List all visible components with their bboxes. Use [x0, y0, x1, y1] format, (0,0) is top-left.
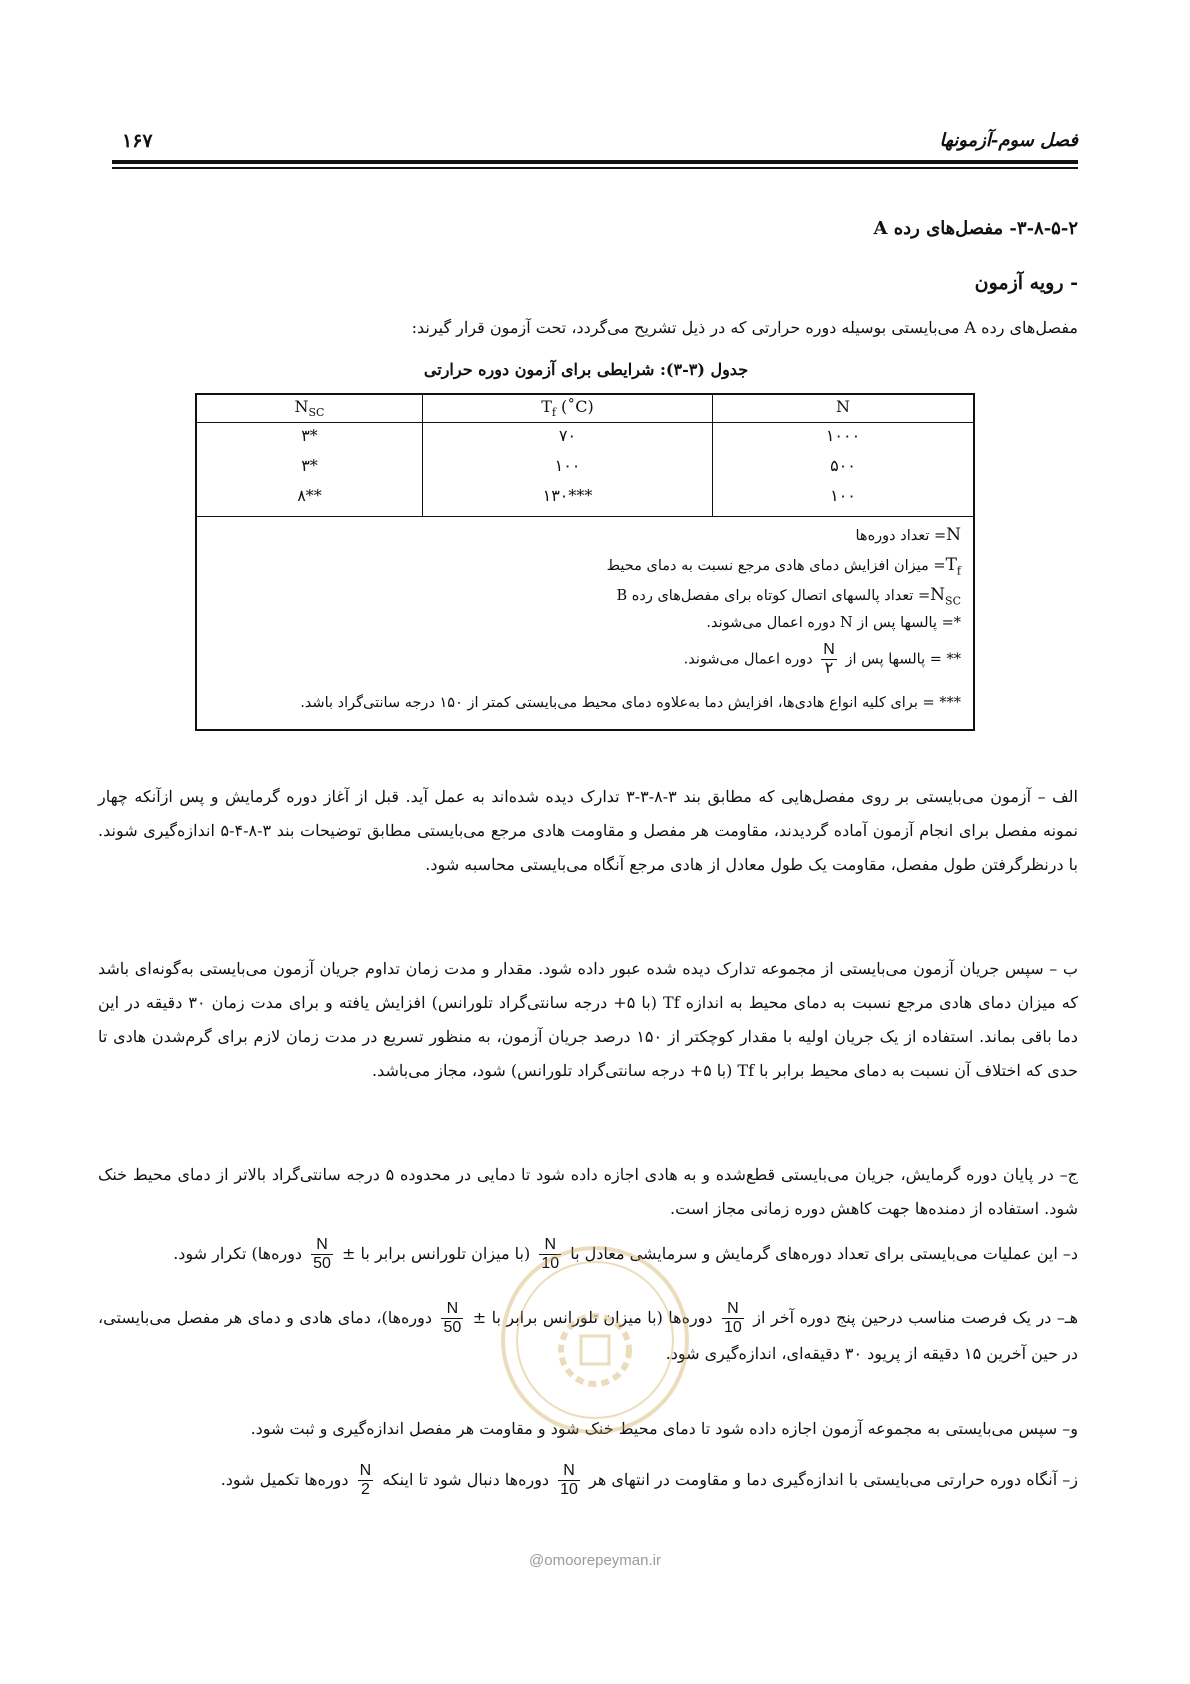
header-nsc: $N_{SC}$: [294, 397, 325, 420]
chapter-title: فصل سوم-آزمونها: [939, 130, 1078, 151]
paragraph-jim: ج– در پایان دوره گرمایش، جریان می‌بایستی قطع‌شده و به هادی اجازه داده شود تا دمایی در محدوده ۵ درجه سانتی‌گراد بالاتر از دمای محیط خنک شود. استفاده از دمنده‌ها جهت کاهش دوره زمانی مجاز است.: [98, 1165, 1078, 1218]
intro-paragraph: مفصل‌های رده A می‌بایستی بوسیله دوره حرارتی که در ذیل تشریح می‌گردد، تحت آزمون قرار گیرند:: [411, 318, 1078, 337]
cell-tf-row1: ۷۰: [558, 426, 577, 445]
table-header-divider: [197, 422, 973, 423]
legend-star3: *** = برای کلیه انواع هادی‌ها، افزایش دما به‌علاوه دمای محیط می‌بایستی کمتر از ۱۵۰ درجه سانتی‌گراد باشد.: [300, 695, 961, 711]
header-tf: $T_f$ (˚C): [541, 397, 594, 420]
cell-n-row3: ۱۰۰: [830, 486, 856, 505]
paragraph-alef: الف – آزمون می‌بایستی بر روی مفصل‌هایی که مطابق بند ۳-۸-۳-۳ تدارک دیده شده‌اند به عمل آید. قبل از آغاز دوره گرمایش و پس ازآنکه چهار نمونه مفصل برای انجام آزمون آماده گردیدند، مقاومت هر مفصل و مقاومت هادی مرجع می‌بایستی مطابق توضیحات بند ۳-۸-۴-۵ اندازه‌گیری شوند. با درنظرگرفتن طول مفصل، مقاومت یک طول معادل از هادی مرجع آنگاه می‌بایستی محاسبه شود.: [98, 787, 1078, 874]
table-caption: جدول (۳-۳): شرایطی برای آزمون دوره حرارتی: [423, 360, 749, 379]
section-heading: ۳-۸-۵-۲- مفصل‌های رده A: [873, 218, 1078, 239]
page-header: [112, 130, 1078, 164]
watermark-seal-icon: [495, 1240, 695, 1440]
paragraph-be: ب – سپس جریان آزمون می‌بایستی از مجموعه تدارک دیده شده عبور داده شود. مقدار و مدت زمان تداوم جریان آزمون می‌بایستی به‌گونه‌ای باشد که میزان دمای هادی مرجع نسبت به دمای محیط به اندازه Tf (با ۵+ درجه سانتی‌گراد تلورانس) افزایش یافته و برای مدت زمان ۳۰ دقیقه در این دما باقی بماند. استفاده از یک جریان اولیه با مقدار کوچکتر از ۱۵۰ درصد جریان آزمون، به منظور تسریع در مدت زمان لازم برای گرم‌شدن هادی تا حدی که اختلاف آن نسبت به دمای محیط برابر با Tf (با ۵+ درجه سانتی‌گراد تلورانس) شود، مجاز می‌باشد.: [98, 959, 1079, 1080]
thermal-cycle-table: [195, 393, 975, 731]
paragraph-he: هـ– در یک فرصت مناسب درحین پنج دوره آخر از $\frac{N}{10}$ دوره‌ها (با میزان تلورانس برابر با ± $\frac{N}{50}$ دوره‌ها)، دمای هادی و دمای هر مفصل می‌بایستی، در حین آخرین ۱۵ دقیقه از پریود ۳۰ دقیقه‌ای، اندازه‌گیری شود.: [98, 1300, 1078, 1363]
legend-tf: $T_f=$ میزان افزایش دمای هادی مرجع نسبت به دمای محیط: [606, 555, 961, 578]
paragraph-ze: ز– آنگاه دوره حرارتی می‌بایستی با اندازه‌گیری دما و مقاومت در انتهای هر $\frac{N}{10}$ دوره‌ها دنبال شود تا اینکه $\frac{N}{2}$ دوره‌ها تکمیل شود.: [220, 1462, 1078, 1498]
paragraph-vav: و– سپس می‌بایستی به مجموعه آزمون اجازه داده شود تا دمای محیط خنک شود و مقاومت هر مفصل اندازه‌گیری و ثبت شود.: [250, 1419, 1078, 1438]
legend-star1: *= پالسها پس از N دوره اعمال می‌شوند.: [706, 615, 961, 631]
table-body-divider: [197, 516, 973, 517]
cell-nsc-row3: ۸**: [297, 486, 322, 505]
paragraph-dal: د– این عملیات می‌بایستی برای تعداد دوره‌های گرمایش و سرمایشی معادل با $\frac{N}{10}$ (با میزان تلورانس برابر با ± $\frac{N}{50}$ دوره‌ها) تکرار شود.: [173, 1236, 1078, 1272]
cell-nsc-row1: ۳*: [301, 426, 318, 445]
cell-nsc-row2: ۳*: [301, 456, 318, 475]
cell-n-row1: ۱۰۰۰: [825, 426, 861, 445]
header-rule-thick: [112, 160, 1078, 164]
legend-nsc: $N_{SC}=$ تعداد پالسهای اتصال کوتاه برای مفصل‌های رده B: [616, 585, 961, 608]
subsection-heading: - رویه آزمون: [974, 272, 1078, 294]
cell-tf-row2: ۱۰۰: [554, 456, 581, 475]
cell-tf-row3: ۱۳۰***: [542, 486, 593, 505]
header-rule-thin: [112, 167, 1078, 169]
legend-star2: ** = پالسها پس از $\frac{N}{۲}$ دوره اعمال می‌شوند.: [683, 641, 961, 677]
header-n: N: [836, 397, 850, 416]
legend-n: N= تعداد دوره‌ها: [855, 525, 961, 545]
page-number: ۱۶۷: [122, 130, 153, 152]
cell-n-row2: ۵۰۰: [830, 456, 856, 475]
watermark-url: @omoorepeyman.ir: [529, 1552, 661, 1569]
